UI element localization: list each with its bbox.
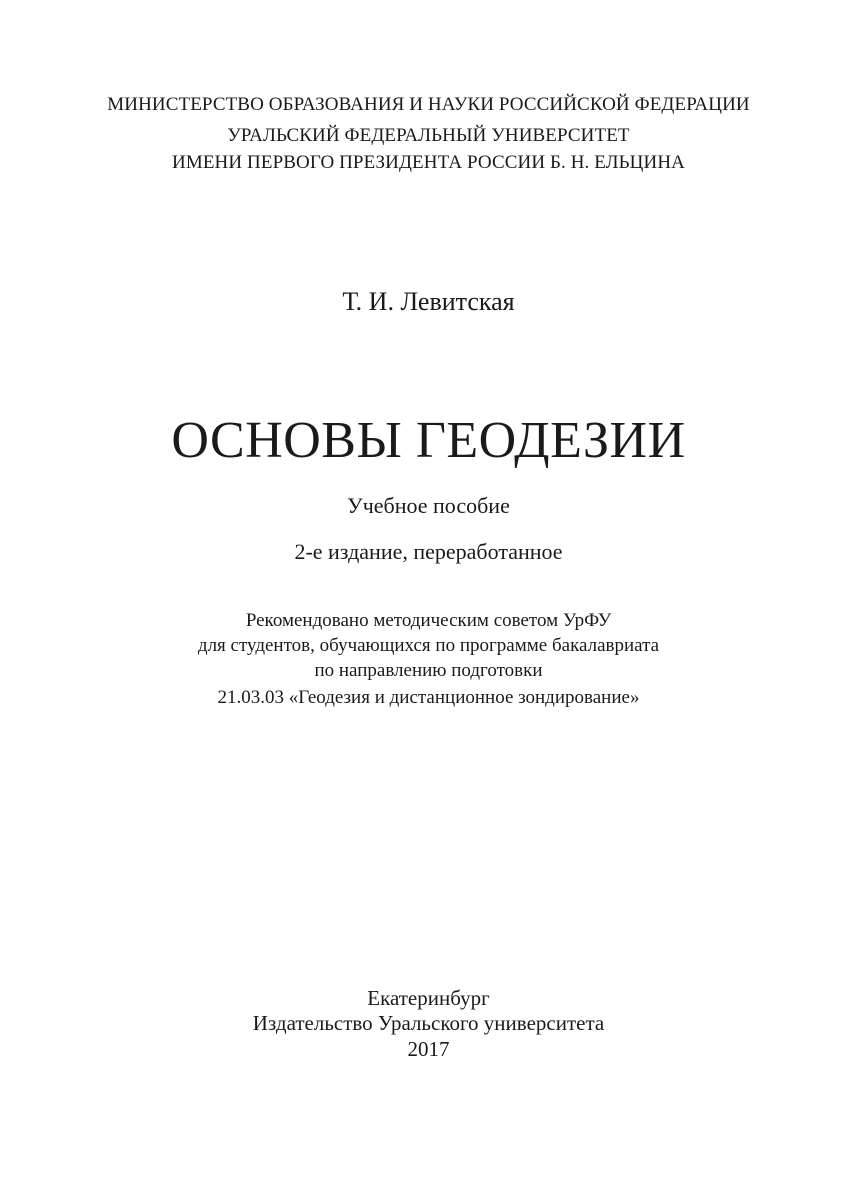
imprint-year: 2017 <box>407 1037 450 1061</box>
recommendation-line: для студентов, обучающихся по программе бакалавриата <box>197 635 660 656</box>
recommendation-line: 21.03.03 «Геодезия и дистанционное зондирование» <box>217 687 640 708</box>
imprint-city: Екатеринбург <box>367 986 490 1010</box>
university-header: УРАЛЬСКИЙ ФЕДЕРАЛЬНЫЙ УНИВЕРСИТЕТ <box>227 125 630 146</box>
book-title: ОСНОВЫ ГЕОДЕЗИИ <box>171 412 686 469</box>
imprint-publisher: Издательство Уральского университета <box>252 1011 605 1035</box>
recommendation-line: по направлению подготовки <box>314 660 543 681</box>
recommendation-line: Рекомендовано методическим советом УрФУ <box>245 610 612 631</box>
author-name: Т. И. Левитская <box>342 287 515 316</box>
book-subtitle: Учебное пособие <box>347 493 510 518</box>
university-named-after: ИМЕНИ ПЕРВОГО ПРЕЗИДЕНТА РОССИИ Б. Н. ЕЛЬЦИНА <box>172 152 685 173</box>
edition-note: 2-е издание, переработанное <box>294 539 563 564</box>
ministry-header: МИНИСТЕРСТВО ОБРАЗОВАНИЯ И НАУКИ РОССИЙСКОЙ ФЕДЕРАЦИИ <box>107 94 750 115</box>
